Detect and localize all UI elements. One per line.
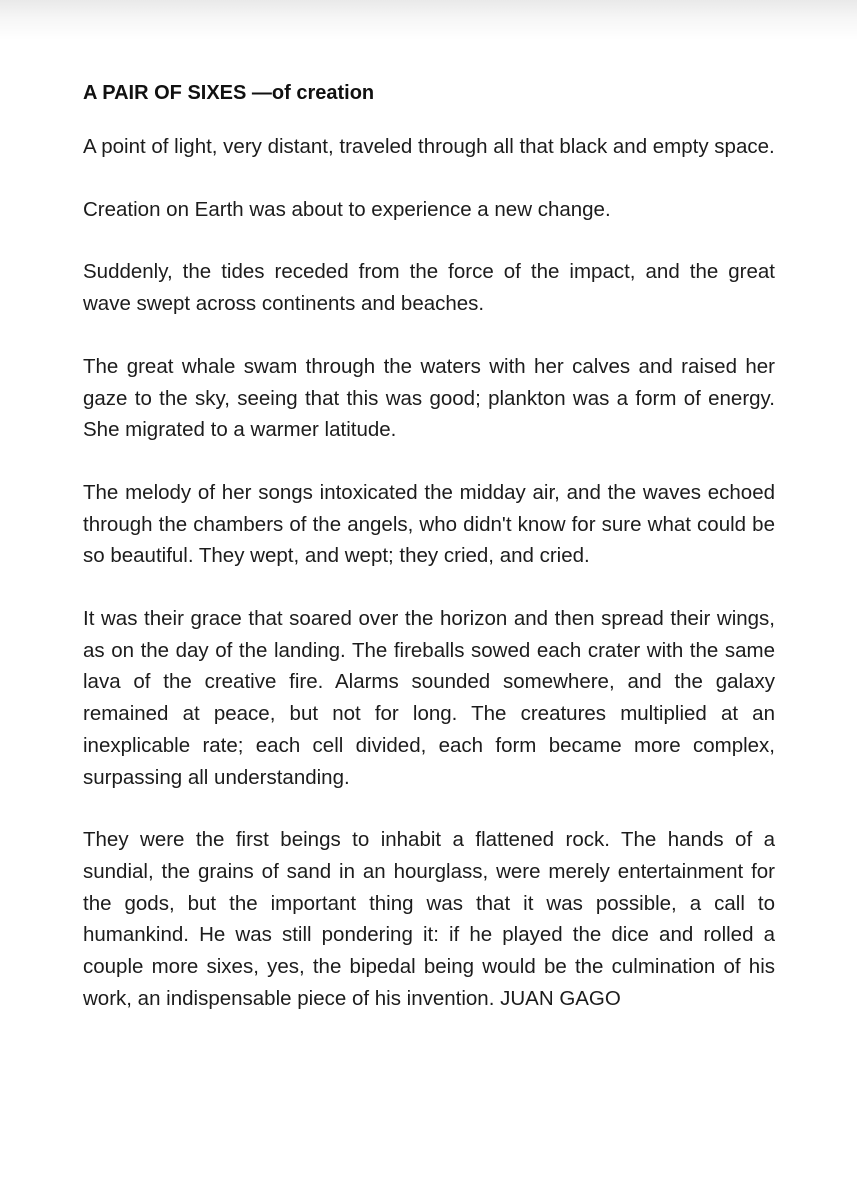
- paragraph-5: The melody of her songs intoxicated the midday air, and the waves echoed through the chambers of the angels, who didn't know for sure what could be so beautiful. They wept, and wept; they cried, and cried.: [83, 480, 775, 568]
- paragraph-7: They were the first beings to inhabit a flattened rock. The hands of a sundial, the grains of sand in an hourglass, were merely entertainment for the gods, but the important thing was that it was possible, a call to humankind. He was still pondering it: if he played the dice and rolled a couple more sixes, yes, the bipedal being would be the culmination of his work, an indispensable piece of his invention. JUAN GAGO: [83, 828, 775, 1010]
- paragraph-1: A point of light, very distant, traveled through all that black and empty space.: [83, 135, 775, 158]
- paragraph-3: Suddenly, the tides receded from the force of the impact, and the great wave swept across continents and beaches.: [83, 260, 775, 316]
- paragraph-4: The great whale swam through the waters with her calves and raised her gaze to the sky, seeing that this was good; plankton was a form of energy. She migrated to a warmer latitude.: [83, 354, 775, 442]
- paragraph-2: Creation on Earth was about to experience a new change.: [83, 197, 611, 221]
- paragraph-6: It was their grace that soared over the horizon and then spread their wings, as on the day of the landing. The fireballs sowed each crater with the same lava of the creative fire. Alarms sounded somewhere, and the galaxy remained at peace, but not for long. The creatures multiplied at an inexplicable rate; each cell divided, each form became more complex, surpassing all understanding.: [83, 607, 775, 789]
- document-title: A PAIR OF SIXES —of creation: [83, 82, 375, 104]
- top-shadow: [0, 0, 857, 40]
- document-page: [83, 79, 775, 1014]
